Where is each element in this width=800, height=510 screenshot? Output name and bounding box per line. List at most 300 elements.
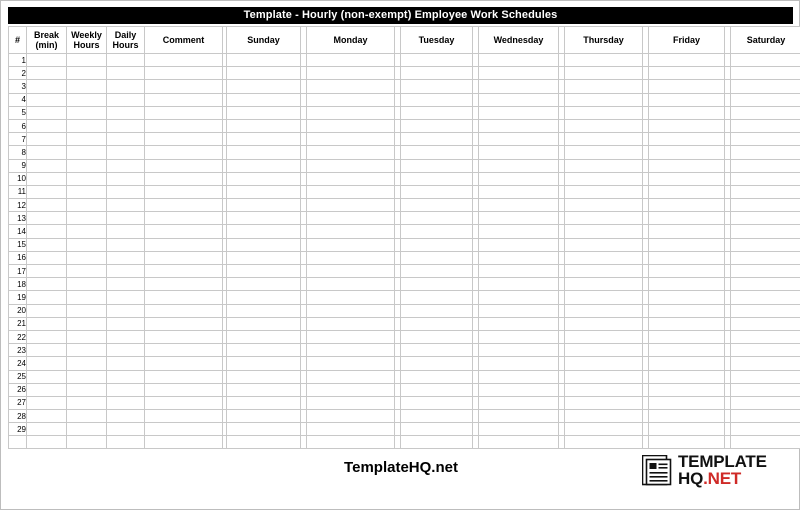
cell-saturday[interactable] — [731, 159, 800, 172]
cell-tuesday[interactable] — [401, 238, 473, 251]
cell-tuesday[interactable] — [401, 423, 473, 436]
cell-wednesday[interactable] — [479, 436, 559, 449]
cell-tuesday[interactable] — [401, 199, 473, 212]
cell-wednesday[interactable] — [479, 291, 559, 304]
cell-friday[interactable] — [649, 106, 725, 119]
cell-daily[interactable] — [107, 396, 145, 409]
cell-thursday[interactable] — [565, 185, 643, 198]
cell-wednesday[interactable] — [479, 172, 559, 185]
cell-thursday[interactable] — [565, 54, 643, 67]
cell-daily[interactable] — [107, 225, 145, 238]
cell-break[interactable] — [27, 238, 67, 251]
cell-tuesday[interactable] — [401, 119, 473, 132]
cell-sunday[interactable] — [227, 80, 301, 93]
cell-saturday[interactable] — [731, 317, 800, 330]
cell-daily[interactable] — [107, 80, 145, 93]
cell-break[interactable] — [27, 344, 67, 357]
cell-tuesday[interactable] — [401, 80, 473, 93]
cell-thursday[interactable] — [565, 146, 643, 159]
cell-monday[interactable] — [307, 146, 395, 159]
cell-break[interactable] — [27, 317, 67, 330]
cell-wednesday[interactable] — [479, 225, 559, 238]
cell-wednesday[interactable] — [479, 370, 559, 383]
cell-monday[interactable] — [307, 80, 395, 93]
cell-saturday[interactable] — [731, 423, 800, 436]
cell-comment[interactable] — [145, 423, 223, 436]
cell-monday[interactable] — [307, 159, 395, 172]
cell-saturday[interactable] — [731, 133, 800, 146]
cell-thursday[interactable] — [565, 265, 643, 278]
cell-monday[interactable] — [307, 133, 395, 146]
cell-wednesday[interactable] — [479, 251, 559, 264]
cell-tuesday[interactable] — [401, 212, 473, 225]
cell-comment[interactable] — [145, 133, 223, 146]
cell-wednesday[interactable] — [479, 67, 559, 80]
cell-thursday[interactable] — [565, 357, 643, 370]
cell-comment[interactable] — [145, 54, 223, 67]
cell-break[interactable] — [27, 146, 67, 159]
cell-comment[interactable] — [145, 119, 223, 132]
cell-sunday[interactable] — [227, 291, 301, 304]
cell-monday[interactable] — [307, 238, 395, 251]
cell-monday[interactable] — [307, 172, 395, 185]
cell-sunday[interactable] — [227, 67, 301, 80]
cell-daily[interactable] — [107, 278, 145, 291]
cell-wednesday[interactable] — [479, 357, 559, 370]
cell-thursday[interactable] — [565, 93, 643, 106]
cell-comment[interactable] — [145, 330, 223, 343]
cell-sunday[interactable] — [227, 344, 301, 357]
cell-monday[interactable] — [307, 370, 395, 383]
cell-thursday[interactable] — [565, 212, 643, 225]
cell-break[interactable] — [27, 304, 67, 317]
cell-tuesday[interactable] — [401, 146, 473, 159]
cell-comment[interactable] — [145, 159, 223, 172]
cell-thursday[interactable] — [565, 238, 643, 251]
cell-thursday[interactable] — [565, 383, 643, 396]
cell-wednesday[interactable] — [479, 344, 559, 357]
cell-monday[interactable] — [307, 251, 395, 264]
cell-comment[interactable] — [145, 172, 223, 185]
cell-break[interactable] — [27, 119, 67, 132]
cell-sunday[interactable] — [227, 172, 301, 185]
cell-sunday[interactable] — [227, 330, 301, 343]
cell-comment[interactable] — [145, 396, 223, 409]
cell-monday[interactable] — [307, 278, 395, 291]
cell-saturday[interactable] — [731, 304, 800, 317]
cell-monday[interactable] — [307, 185, 395, 198]
cell-tuesday[interactable] — [401, 370, 473, 383]
cell-saturday[interactable] — [731, 291, 800, 304]
cell-monday[interactable] — [307, 383, 395, 396]
cell-monday[interactable] — [307, 344, 395, 357]
cell-friday[interactable] — [649, 225, 725, 238]
cell-comment[interactable] — [145, 278, 223, 291]
cell-weekly[interactable] — [67, 238, 107, 251]
cell-wednesday[interactable] — [479, 265, 559, 278]
cell-friday[interactable] — [649, 291, 725, 304]
cell-daily[interactable] — [107, 423, 145, 436]
cell-monday[interactable] — [307, 119, 395, 132]
cell-friday[interactable] — [649, 344, 725, 357]
cell-sunday[interactable] — [227, 304, 301, 317]
cell-sunday[interactable] — [227, 396, 301, 409]
cell-saturday[interactable] — [731, 106, 800, 119]
cell-daily[interactable] — [107, 146, 145, 159]
cell-monday[interactable] — [307, 54, 395, 67]
cell-comment[interactable] — [145, 317, 223, 330]
cell-friday[interactable] — [649, 54, 725, 67]
cell-sunday[interactable] — [227, 238, 301, 251]
cell-tuesday[interactable] — [401, 357, 473, 370]
cell-friday[interactable] — [649, 238, 725, 251]
cell-thursday[interactable] — [565, 80, 643, 93]
cell-thursday[interactable] — [565, 225, 643, 238]
cell-weekly[interactable] — [67, 54, 107, 67]
cell-sunday[interactable] — [227, 119, 301, 132]
cell-friday[interactable] — [649, 251, 725, 264]
cell-weekly[interactable] — [67, 265, 107, 278]
cell-friday[interactable] — [649, 185, 725, 198]
cell-wednesday[interactable] — [479, 304, 559, 317]
cell-daily[interactable] — [107, 410, 145, 423]
cell-comment[interactable] — [145, 146, 223, 159]
cell-daily[interactable] — [107, 436, 145, 449]
cell-friday[interactable] — [649, 410, 725, 423]
cell-wednesday[interactable] — [479, 396, 559, 409]
cell-friday[interactable] — [649, 80, 725, 93]
cell-daily[interactable] — [107, 370, 145, 383]
cell-wednesday[interactable] — [479, 80, 559, 93]
cell-wednesday[interactable] — [479, 146, 559, 159]
cell-break[interactable] — [27, 278, 67, 291]
cell-thursday[interactable] — [565, 67, 643, 80]
cell-weekly[interactable] — [67, 225, 107, 238]
cell-wednesday[interactable] — [479, 423, 559, 436]
cell-weekly[interactable] — [67, 146, 107, 159]
cell-saturday[interactable] — [731, 383, 800, 396]
cell-break[interactable] — [27, 423, 67, 436]
cell-weekly[interactable] — [67, 278, 107, 291]
cell-thursday[interactable] — [565, 344, 643, 357]
cell-daily[interactable] — [107, 357, 145, 370]
cell-comment[interactable] — [145, 410, 223, 423]
cell-saturday[interactable] — [731, 410, 800, 423]
cell-thursday[interactable] — [565, 278, 643, 291]
cell-break[interactable] — [27, 133, 67, 146]
cell-saturday[interactable] — [731, 396, 800, 409]
cell-daily[interactable] — [107, 265, 145, 278]
cell-tuesday[interactable] — [401, 54, 473, 67]
cell-wednesday[interactable] — [479, 238, 559, 251]
cell-thursday[interactable] — [565, 119, 643, 132]
cell-weekly[interactable] — [67, 93, 107, 106]
cell-tuesday[interactable] — [401, 317, 473, 330]
cell-break[interactable] — [27, 67, 67, 80]
cell-daily[interactable] — [107, 159, 145, 172]
cell-thursday[interactable] — [565, 251, 643, 264]
cell-daily[interactable] — [107, 185, 145, 198]
cell-tuesday[interactable] — [401, 396, 473, 409]
cell-comment[interactable] — [145, 344, 223, 357]
cell-thursday[interactable] — [565, 304, 643, 317]
cell-saturday[interactable] — [731, 54, 800, 67]
cell-tuesday[interactable] — [401, 291, 473, 304]
cell-thursday[interactable] — [565, 133, 643, 146]
cell-daily[interactable] — [107, 119, 145, 132]
cell-wednesday[interactable] — [479, 199, 559, 212]
cell-comment[interactable] — [145, 80, 223, 93]
cell-weekly[interactable] — [67, 357, 107, 370]
cell-wednesday[interactable] — [479, 410, 559, 423]
cell-friday[interactable] — [649, 370, 725, 383]
cell-comment[interactable] — [145, 238, 223, 251]
cell-friday[interactable] — [649, 357, 725, 370]
cell-monday[interactable] — [307, 396, 395, 409]
cell-break[interactable] — [27, 357, 67, 370]
cell-friday[interactable] — [649, 330, 725, 343]
cell-monday[interactable] — [307, 410, 395, 423]
cell-tuesday[interactable] — [401, 344, 473, 357]
cell-comment[interactable] — [145, 370, 223, 383]
cell-weekly[interactable] — [67, 304, 107, 317]
cell-friday[interactable] — [649, 67, 725, 80]
cell-comment[interactable] — [145, 383, 223, 396]
cell-comment[interactable] — [145, 436, 223, 449]
cell-break[interactable] — [27, 410, 67, 423]
cell-sunday[interactable] — [227, 278, 301, 291]
cell-saturday[interactable] — [731, 119, 800, 132]
cell-break[interactable] — [27, 80, 67, 93]
cell-tuesday[interactable] — [401, 251, 473, 264]
cell-thursday[interactable] — [565, 396, 643, 409]
cell-tuesday[interactable] — [401, 185, 473, 198]
cell-break[interactable] — [27, 291, 67, 304]
cell-monday[interactable] — [307, 265, 395, 278]
cell-saturday[interactable] — [731, 278, 800, 291]
cell-tuesday[interactable] — [401, 93, 473, 106]
cell-thursday[interactable] — [565, 106, 643, 119]
cell-break[interactable] — [27, 370, 67, 383]
cell-sunday[interactable] — [227, 185, 301, 198]
cell-tuesday[interactable] — [401, 225, 473, 238]
cell-tuesday[interactable] — [401, 159, 473, 172]
cell-weekly[interactable] — [67, 291, 107, 304]
cell-break[interactable] — [27, 93, 67, 106]
cell-wednesday[interactable] — [479, 278, 559, 291]
cell-comment[interactable] — [145, 304, 223, 317]
cell-saturday[interactable] — [731, 80, 800, 93]
cell-comment[interactable] — [145, 357, 223, 370]
cell-sunday[interactable] — [227, 370, 301, 383]
cell-weekly[interactable] — [67, 133, 107, 146]
cell-sunday[interactable] — [227, 383, 301, 396]
cell-saturday[interactable] — [731, 436, 800, 449]
cell-break[interactable] — [27, 225, 67, 238]
cell-saturday[interactable] — [731, 199, 800, 212]
cell-daily[interactable] — [107, 291, 145, 304]
cell-comment[interactable] — [145, 185, 223, 198]
cell-sunday[interactable] — [227, 199, 301, 212]
cell-sunday[interactable] — [227, 357, 301, 370]
cell-sunday[interactable] — [227, 133, 301, 146]
cell-sunday[interactable] — [227, 436, 301, 449]
cell-break[interactable] — [27, 383, 67, 396]
cell-monday[interactable] — [307, 93, 395, 106]
cell-friday[interactable] — [649, 199, 725, 212]
cell-comment[interactable] — [145, 67, 223, 80]
cell-daily[interactable] — [107, 172, 145, 185]
cell-saturday[interactable] — [731, 212, 800, 225]
cell-weekly[interactable] — [67, 185, 107, 198]
cell-sunday[interactable] — [227, 93, 301, 106]
cell-monday[interactable] — [307, 225, 395, 238]
cell-sunday[interactable] — [227, 106, 301, 119]
cell-friday[interactable] — [649, 146, 725, 159]
cell-monday[interactable] — [307, 436, 395, 449]
cell-friday[interactable] — [649, 436, 725, 449]
cell-wednesday[interactable] — [479, 185, 559, 198]
cell-friday[interactable] — [649, 172, 725, 185]
cell-sunday[interactable] — [227, 251, 301, 264]
cell-wednesday[interactable] — [479, 54, 559, 67]
cell-daily[interactable] — [107, 330, 145, 343]
cell-tuesday[interactable] — [401, 133, 473, 146]
cell-weekly[interactable] — [67, 370, 107, 383]
cell-tuesday[interactable] — [401, 172, 473, 185]
cell-daily[interactable] — [107, 93, 145, 106]
cell-sunday[interactable] — [227, 225, 301, 238]
cell-sunday[interactable] — [227, 159, 301, 172]
cell-saturday[interactable] — [731, 265, 800, 278]
cell-sunday[interactable] — [227, 54, 301, 67]
cell-daily[interactable] — [107, 251, 145, 264]
cell-comment[interactable] — [145, 291, 223, 304]
cell-saturday[interactable] — [731, 67, 800, 80]
cell-thursday[interactable] — [565, 291, 643, 304]
cell-daily[interactable] — [107, 317, 145, 330]
cell-tuesday[interactable] — [401, 265, 473, 278]
cell-break[interactable] — [27, 212, 67, 225]
cell-break[interactable] — [27, 396, 67, 409]
cell-weekly[interactable] — [67, 159, 107, 172]
cell-wednesday[interactable] — [479, 383, 559, 396]
cell-saturday[interactable] — [731, 225, 800, 238]
cell-daily[interactable] — [107, 199, 145, 212]
cell-friday[interactable] — [649, 119, 725, 132]
cell-thursday[interactable] — [565, 172, 643, 185]
cell-break[interactable] — [27, 106, 67, 119]
cell-monday[interactable] — [307, 106, 395, 119]
cell-break[interactable] — [27, 54, 67, 67]
cell-comment[interactable] — [145, 93, 223, 106]
cell-monday[interactable] — [307, 67, 395, 80]
cell-thursday[interactable] — [565, 330, 643, 343]
cell-weekly[interactable] — [67, 423, 107, 436]
cell-saturday[interactable] — [731, 251, 800, 264]
cell-saturday[interactable] — [731, 185, 800, 198]
cell-monday[interactable] — [307, 330, 395, 343]
cell-monday[interactable] — [307, 212, 395, 225]
cell-friday[interactable] — [649, 133, 725, 146]
cell-thursday[interactable] — [565, 159, 643, 172]
cell-weekly[interactable] — [67, 212, 107, 225]
cell-friday[interactable] — [649, 383, 725, 396]
cell-thursday[interactable] — [565, 317, 643, 330]
cell-wednesday[interactable] — [479, 133, 559, 146]
cell-saturday[interactable] — [731, 344, 800, 357]
cell-tuesday[interactable] — [401, 106, 473, 119]
cell-thursday[interactable] — [565, 199, 643, 212]
cell-weekly[interactable] — [67, 317, 107, 330]
cell-friday[interactable] — [649, 265, 725, 278]
cell-break[interactable] — [27, 330, 67, 343]
cell-monday[interactable] — [307, 317, 395, 330]
cell-daily[interactable] — [107, 133, 145, 146]
cell-daily[interactable] — [107, 212, 145, 225]
cell-monday[interactable] — [307, 199, 395, 212]
cell-daily[interactable] — [107, 54, 145, 67]
cell-sunday[interactable] — [227, 212, 301, 225]
cell-weekly[interactable] — [67, 119, 107, 132]
cell-wednesday[interactable] — [479, 212, 559, 225]
cell-weekly[interactable] — [67, 436, 107, 449]
cell-break[interactable] — [27, 172, 67, 185]
cell-comment[interactable] — [145, 199, 223, 212]
cell-tuesday[interactable] — [401, 67, 473, 80]
cell-sunday[interactable] — [227, 265, 301, 278]
cell-friday[interactable] — [649, 93, 725, 106]
cell-thursday[interactable] — [565, 423, 643, 436]
cell-tuesday[interactable] — [401, 304, 473, 317]
cell-break[interactable] — [27, 199, 67, 212]
cell-comment[interactable] — [145, 225, 223, 238]
cell-thursday[interactable] — [565, 370, 643, 383]
cell-daily[interactable] — [107, 344, 145, 357]
cell-saturday[interactable] — [731, 330, 800, 343]
cell-tuesday[interactable] — [401, 330, 473, 343]
cell-monday[interactable] — [307, 304, 395, 317]
cell-daily[interactable] — [107, 67, 145, 80]
cell-weekly[interactable] — [67, 106, 107, 119]
cell-saturday[interactable] — [731, 146, 800, 159]
cell-weekly[interactable] — [67, 67, 107, 80]
cell-comment[interactable] — [145, 106, 223, 119]
cell-friday[interactable] — [649, 212, 725, 225]
cell-break[interactable] — [27, 251, 67, 264]
cell-weekly[interactable] — [67, 410, 107, 423]
cell-daily[interactable] — [107, 238, 145, 251]
cell-wednesday[interactable] — [479, 317, 559, 330]
cell-sunday[interactable] — [227, 423, 301, 436]
cell-wednesday[interactable] — [479, 330, 559, 343]
cell-saturday[interactable] — [731, 238, 800, 251]
cell-friday[interactable] — [649, 159, 725, 172]
cell-saturday[interactable] — [731, 370, 800, 383]
cell-comment[interactable] — [145, 265, 223, 278]
cell-friday[interactable] — [649, 278, 725, 291]
cell-weekly[interactable] — [67, 172, 107, 185]
cell-daily[interactable] — [107, 383, 145, 396]
cell-tuesday[interactable] — [401, 278, 473, 291]
cell-thursday[interactable] — [565, 436, 643, 449]
cell-weekly[interactable] — [67, 80, 107, 93]
cell-daily[interactable] — [107, 304, 145, 317]
cell-wednesday[interactable] — [479, 106, 559, 119]
cell-tuesday[interactable] — [401, 383, 473, 396]
cell-monday[interactable] — [307, 291, 395, 304]
cell-sunday[interactable] — [227, 146, 301, 159]
